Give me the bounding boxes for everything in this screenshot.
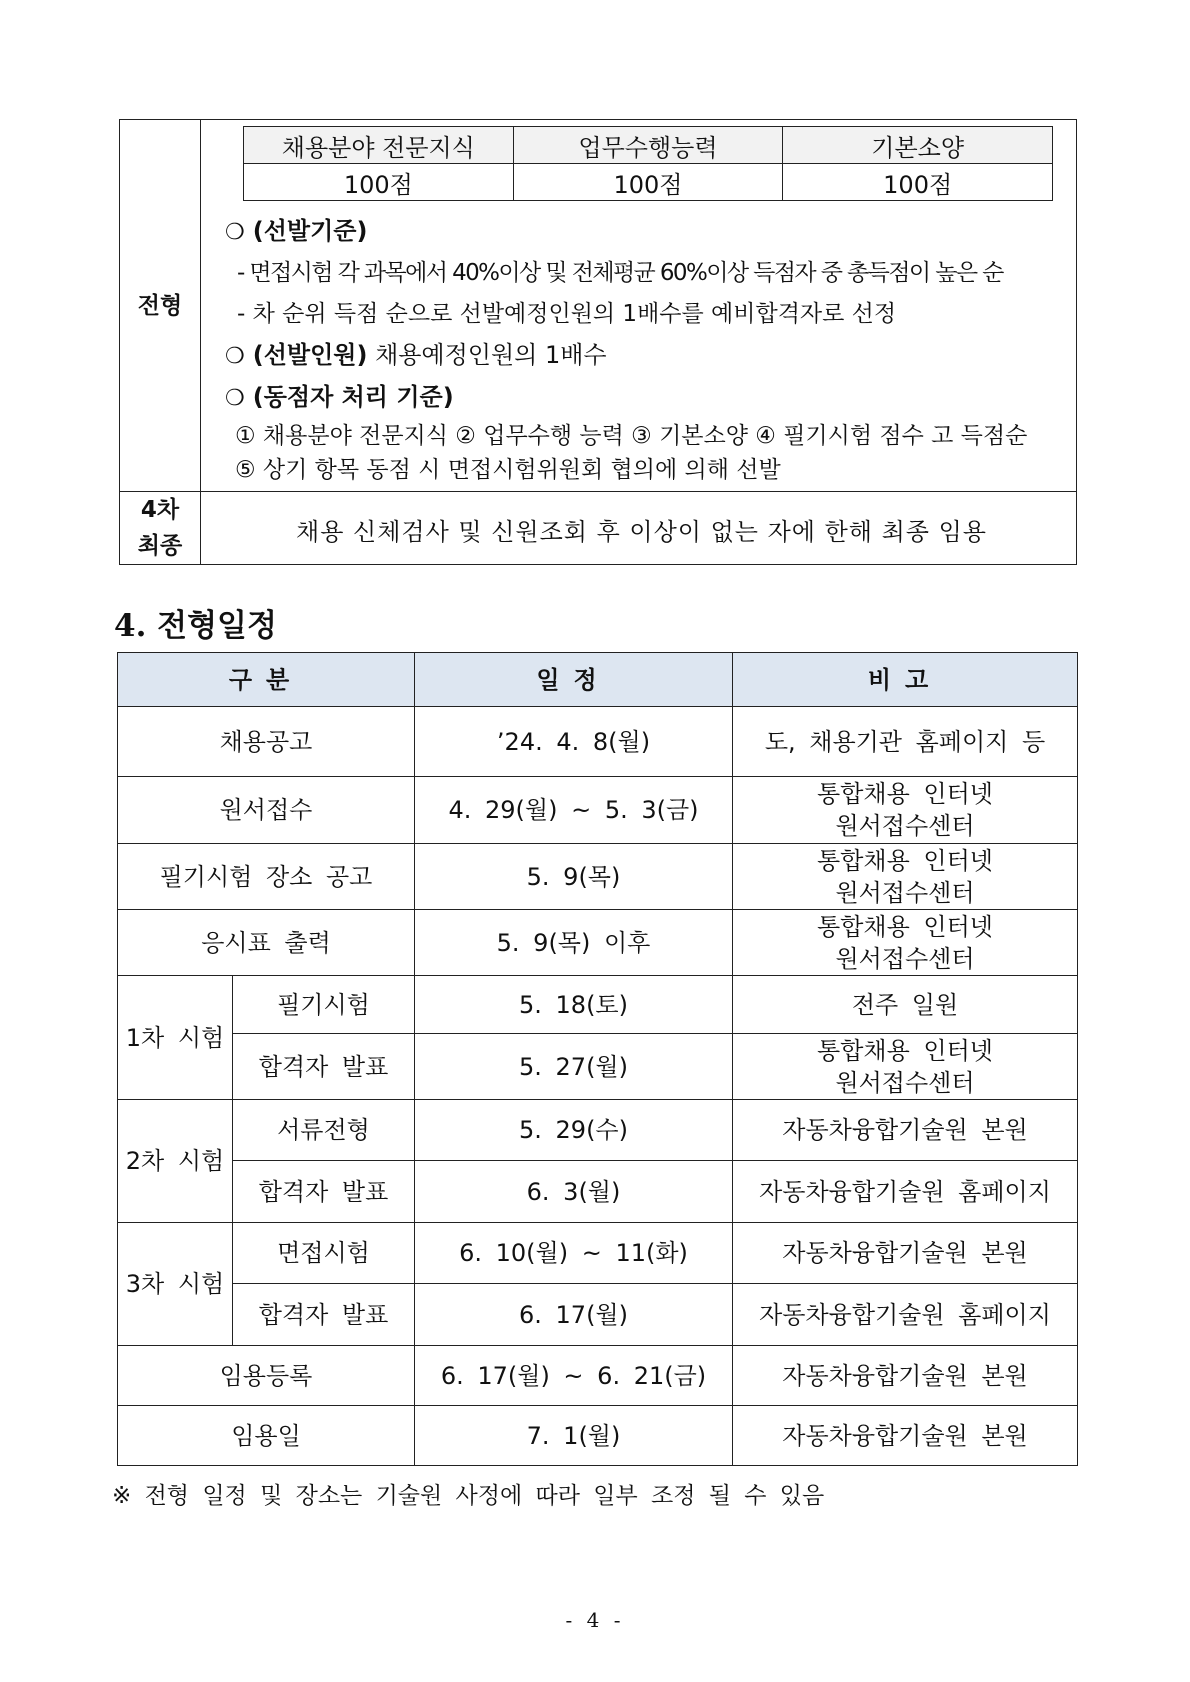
table-row	[118, 976, 1078, 1034]
stage-note	[733, 910, 1078, 976]
stage-date: ’24. 4. 8(월)	[415, 707, 733, 777]
stage-label: 전형	[120, 120, 201, 492]
score-value-row	[244, 164, 1053, 201]
tie-breaker-line: ⑤ 상기 항목 동점 시 면접시험위원회 협의에 의해 선발	[235, 457, 781, 483]
stage-note-line: 통합채용 인터넷	[817, 1036, 993, 1065]
table-row	[118, 910, 1078, 976]
stage-note-line: 통합채용 인터넷	[817, 846, 993, 875]
criteria-bullet	[215, 211, 1068, 253]
exam-group-label: 3차 시험	[118, 1223, 233, 1346]
footnote: ※ 전형 일정 및 장소는 기술원 사정에 따라 일부 조정 될 수 있음	[112, 1483, 825, 1509]
stage-note	[733, 707, 1078, 777]
stage-date: 5. 27(월)	[415, 1034, 733, 1100]
stage-note-line: 자동차융합기술원 홈페이지	[759, 1177, 1051, 1206]
tie-breaker-line: ① 채용분야 전문지식 ② 업무수행 능력 ③ 기본소양 ④ 필기시험 점수 고 득점순	[235, 423, 1028, 449]
table-row	[118, 1284, 1078, 1346]
final-stage-label	[120, 492, 201, 565]
stage-content	[201, 120, 1077, 492]
final-stage-text: 채용 신체검사 및 신원조회 후 이상이 없는 자에 한해 최종 임용	[201, 492, 1077, 565]
table-row	[118, 1100, 1078, 1161]
schedule-header-row	[118, 653, 1078, 707]
stage-date: 5. 18(토)	[415, 976, 733, 1034]
score-value-cell: 100점	[783, 164, 1053, 201]
circle-bullet-icon: ❍	[225, 386, 245, 411]
tie-breaker-title: (동점자 처리 기준)	[252, 383, 454, 411]
stage-note-line: 도, 채용기관 홈페이지 등	[764, 727, 1046, 756]
stage-note	[733, 777, 1078, 844]
tie-breaker-bullet	[215, 377, 1068, 419]
table-row	[118, 1406, 1078, 1466]
table-row	[118, 1346, 1078, 1406]
stage-note-line: 자동차융합기술원 본원	[782, 1421, 1028, 1450]
stage-name: 합격자 발표	[233, 1284, 415, 1346]
stage-date: 4. 29(월) ~ 5. 3(금)	[415, 777, 733, 844]
exam-group-label: 2차 시험	[118, 1100, 233, 1223]
stage-row	[120, 120, 1077, 492]
stage-note	[733, 1284, 1078, 1346]
stage-name: 응시표 출력	[118, 910, 415, 976]
header-schedule: 일정	[415, 653, 733, 707]
stage-note-line: 통합채용 인터넷	[817, 912, 993, 941]
stage-note	[733, 1223, 1078, 1284]
stage-note-line: 통합채용 인터넷	[817, 780, 993, 808]
table-row	[118, 1223, 1078, 1284]
stage-note-line: 자동차융합기술원 본원	[782, 1239, 1028, 1267]
criteria-item: - 차 순위 득점 순으로 선발예정인원의 1배수를 예비합격자로 선정	[237, 301, 897, 327]
stage-note	[733, 1100, 1078, 1161]
stage-note	[733, 844, 1078, 910]
table-row	[118, 707, 1078, 777]
score-header-cell: 기본소양	[783, 127, 1053, 164]
criteria-block	[215, 211, 1068, 487]
final-stage-label-line: 4차	[140, 497, 180, 523]
stage-name: 합격자 발표	[233, 1034, 415, 1100]
stage-date: 6. 10(월) ~ 11(화)	[415, 1223, 733, 1284]
stage-note-line: 원서접수센터	[835, 878, 975, 907]
page-number: - 4 -	[565, 1608, 625, 1632]
stage-note-line: 원서접수센터	[835, 812, 975, 840]
circle-bullet-icon: ❍	[225, 220, 245, 245]
stage-note-line: 자동차융합기술원 본원	[782, 1361, 1028, 1390]
stage-date: 6. 17(월)	[415, 1284, 733, 1346]
stage-note-line: 원서접수센터	[835, 944, 975, 973]
stage-name: 면접시험	[233, 1223, 415, 1284]
stage-date: 7. 1(월)	[415, 1406, 733, 1466]
header-remarks: 비고	[733, 653, 1078, 707]
criteria-title: (선발기준)	[252, 217, 368, 245]
stage-name: 합격자 발표	[233, 1161, 415, 1223]
stage-note-line: 자동차융합기술원 본원	[782, 1116, 1028, 1144]
stage-name: 필기시험	[233, 976, 415, 1034]
stage-note-line: 원서접수센터	[835, 1068, 975, 1097]
stage-name: 임용일	[118, 1406, 415, 1466]
header-category: 구분	[118, 653, 415, 707]
score-header-row	[244, 127, 1053, 164]
stage-name: 서류전형	[233, 1100, 415, 1161]
stage-date: 6. 17(월) ~ 6. 21(금)	[415, 1346, 733, 1406]
score-header-cell: 채용분야 전문지식	[244, 127, 514, 164]
stage-note	[733, 1161, 1078, 1223]
stage-note-line: 전주 일원	[851, 990, 959, 1019]
selection-stage-table	[119, 119, 1077, 565]
stage-date: 5. 9(목) 이후	[415, 910, 733, 976]
stage-note-line: 자동차융합기술원 홈페이지	[759, 1300, 1051, 1329]
criteria-item: - 면접시험 각 과목에서 40%이상 및 전체평균 60%이상 득점자 중 총득점이 높은 순	[237, 260, 1003, 286]
headcount-bullet	[215, 335, 1068, 377]
stage-date: 5. 29(수)	[415, 1100, 733, 1161]
stage-note	[733, 1346, 1078, 1406]
score-table	[243, 126, 1053, 201]
headcount-title: (선발인원)	[252, 341, 368, 369]
schedule-table	[117, 652, 1078, 1466]
final-stage-row	[120, 492, 1077, 565]
circle-bullet-icon: ❍	[225, 344, 245, 369]
stage-note	[733, 976, 1078, 1034]
headcount-text: 채용예정인원의 1배수	[375, 341, 607, 369]
stage-note	[733, 1034, 1078, 1100]
score-value-cell: 100점	[513, 164, 783, 201]
section-heading: 4. 전형일정	[114, 608, 277, 644]
stage-name: 임용등록	[118, 1346, 415, 1406]
score-value-cell: 100점	[244, 164, 514, 201]
score-header-cell: 업무수행능력	[513, 127, 783, 164]
table-row	[118, 1034, 1078, 1100]
exam-group-label: 1차 시험	[118, 976, 233, 1100]
table-row	[118, 1161, 1078, 1223]
stage-name: 필기시험 장소 공고	[118, 844, 415, 910]
final-stage-label-line: 최종	[137, 533, 183, 559]
stage-name: 원서접수	[118, 777, 415, 844]
stage-date: 6. 3(월)	[415, 1161, 733, 1223]
stage-date: 5. 9(목)	[415, 844, 733, 910]
stage-name: 채용공고	[118, 707, 415, 777]
stage-note	[733, 1406, 1078, 1466]
table-row	[118, 777, 1078, 844]
table-row	[118, 844, 1078, 910]
